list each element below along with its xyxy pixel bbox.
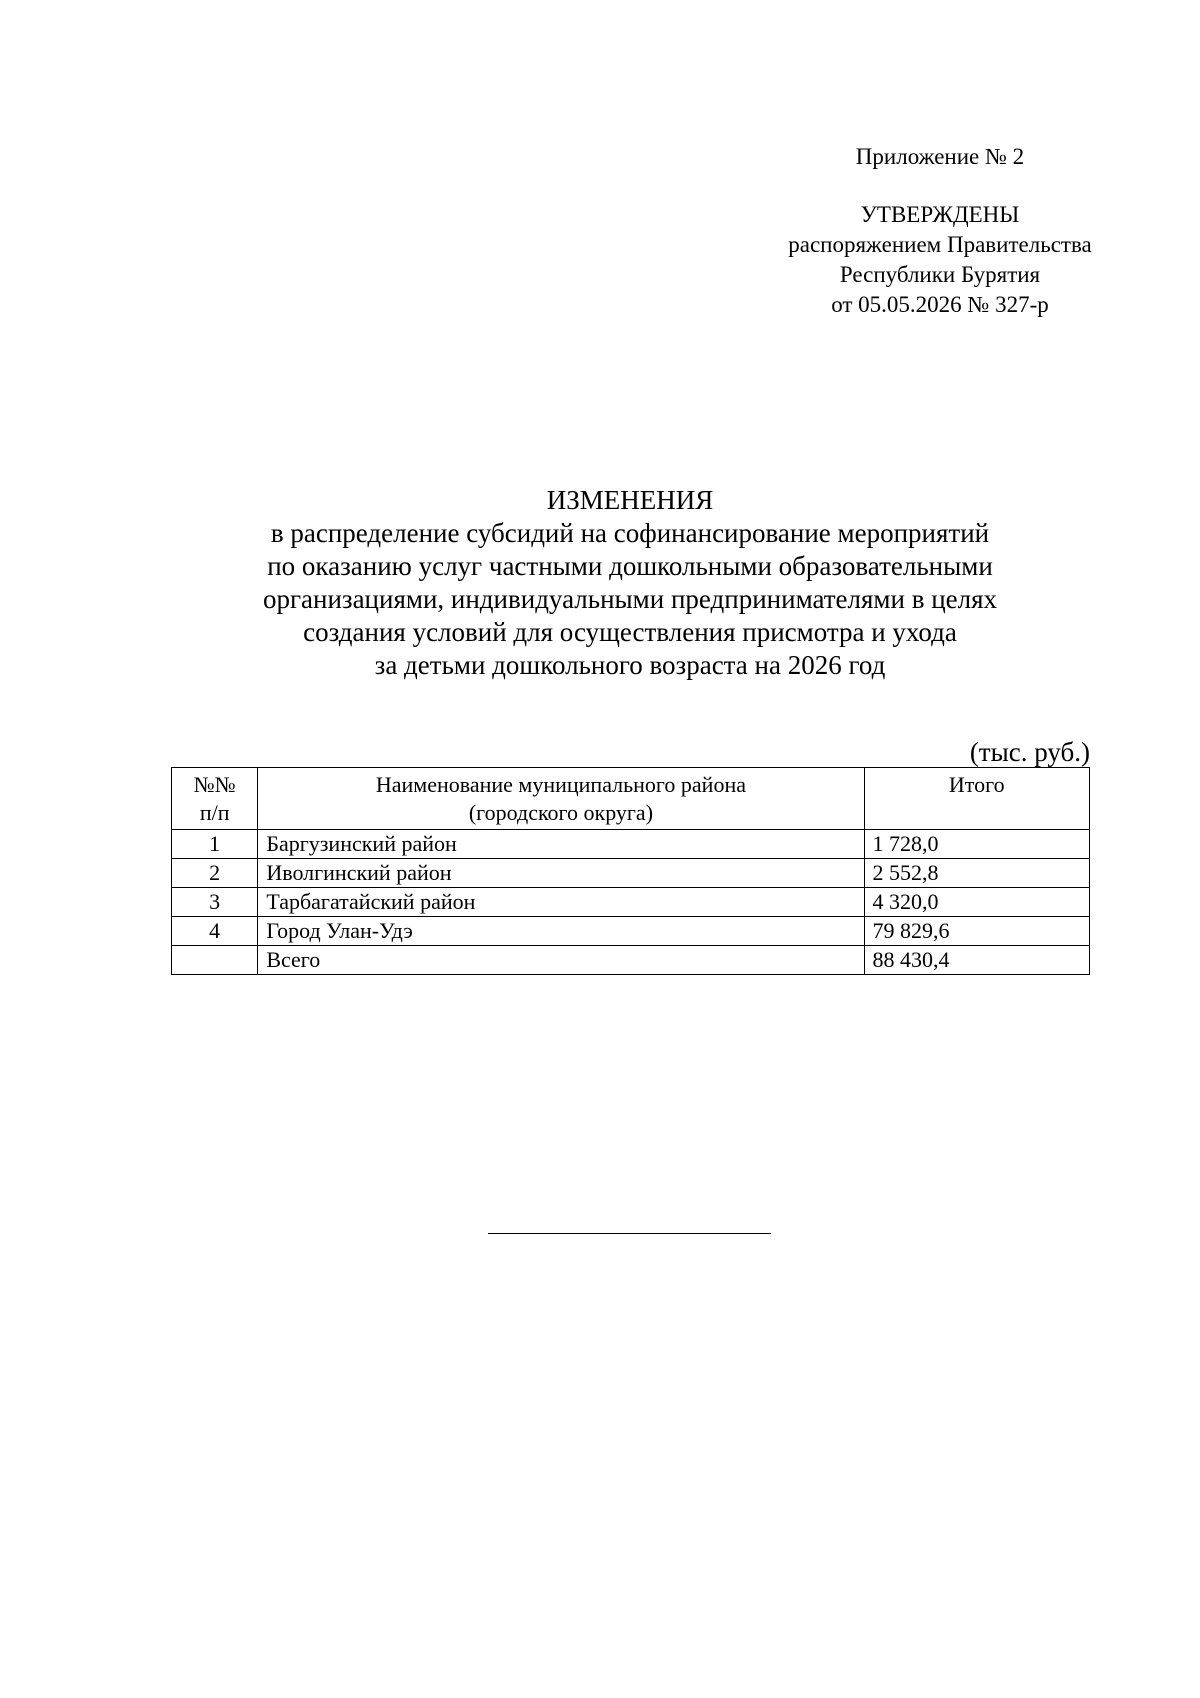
closing-rule <box>488 1233 771 1234</box>
subsidy-table <box>171 767 1090 975</box>
header-name <box>258 768 864 830</box>
header-name-line: Наименование муниципального района <box>375 772 746 797</box>
row-total: 2 552,8 <box>864 859 1089 888</box>
title-line: за детьми дошкольного возраста на 2026 год <box>374 650 886 680</box>
row-num: 1 <box>172 830 258 859</box>
table-header-row <box>172 768 1090 830</box>
approval-line: УТВЕРЖДЕНЫ <box>860 202 1020 227</box>
row-name: Город Улан-Удэ <box>258 917 864 946</box>
row-total: 88 430,4 <box>864 946 1089 975</box>
approval-line: Республики Бурятия <box>839 262 1041 287</box>
row-total: 79 829,6 <box>864 917 1089 946</box>
title-heading: ИЗМЕНЕНИЯ <box>546 485 714 515</box>
row-name: Иволгинский район <box>258 859 864 888</box>
row-num <box>172 946 258 975</box>
row-name: Всего <box>258 946 864 975</box>
row-num: 3 <box>172 888 258 917</box>
title-line: организациями, индивидуальными предпринимателями в целях <box>262 584 998 614</box>
title-line: создания условий для осуществления присмотра и ухода <box>303 617 957 647</box>
appendix-label: Приложение № 2 <box>855 144 1025 169</box>
row-num: 2 <box>172 859 258 888</box>
approval-block <box>700 200 1180 320</box>
units-label: (тыс. руб.) <box>969 737 1090 767</box>
row-total: 1 728,0 <box>864 830 1089 859</box>
approval-line: от 05.05.2026 № 327-р <box>831 292 1049 317</box>
header-total: Итого <box>864 768 1089 830</box>
title-line: в распределение субсидий на софинансирование мероприятий <box>270 518 990 548</box>
header-name-line: (городского округа) <box>468 800 654 825</box>
approval-line: распоряжением Правительства <box>788 232 1092 257</box>
table-row <box>172 888 1090 917</box>
row-total: 4 320,0 <box>864 888 1089 917</box>
header-num-line: №№ <box>193 772 236 797</box>
header-num-line: п/п <box>199 800 230 825</box>
table-total-row <box>172 946 1090 975</box>
table-row <box>172 859 1090 888</box>
table-row <box>172 830 1090 859</box>
row-num: 4 <box>172 917 258 946</box>
header-num <box>172 768 258 830</box>
table-row <box>172 917 1090 946</box>
row-name: Баргузинский район <box>258 830 864 859</box>
document-title <box>170 484 1090 682</box>
title-line: по оказанию услуг частными дошкольными образовательными <box>267 551 993 581</box>
row-name: Тарбагатайский район <box>258 888 864 917</box>
